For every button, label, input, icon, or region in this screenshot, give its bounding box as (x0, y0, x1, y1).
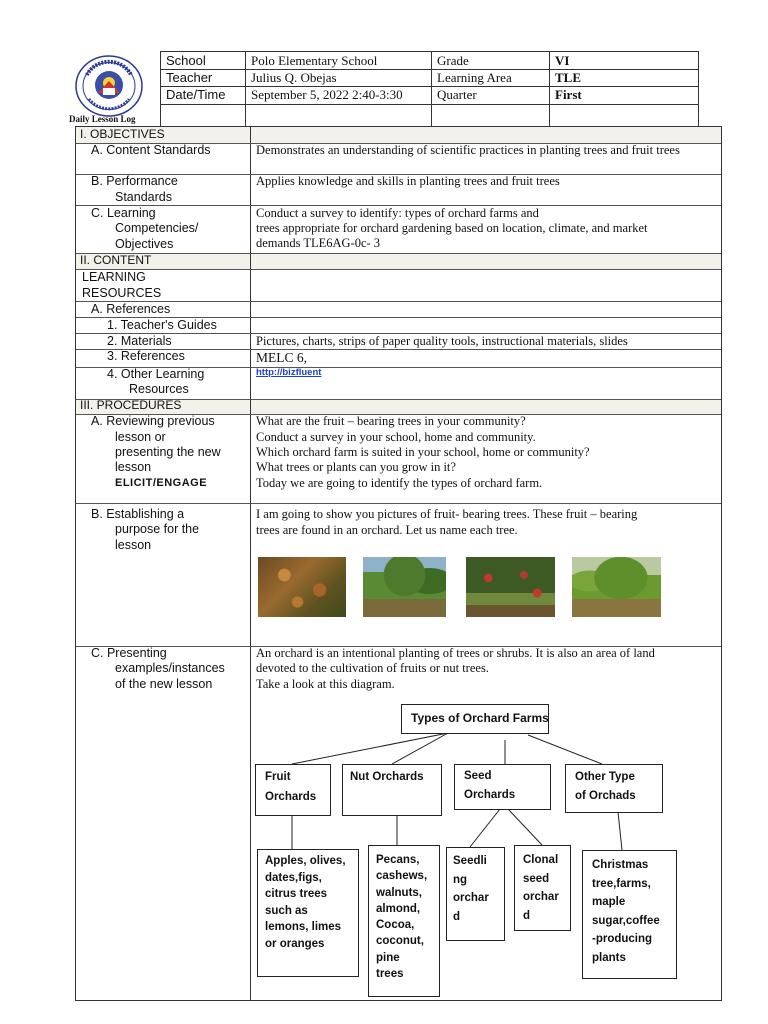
fruit-example-6: or oranges (265, 937, 325, 950)
proc-b-line-2: trees are found in an orchard. Let us name each tree. (256, 523, 518, 537)
proc-a-label-2: lesson or (115, 430, 166, 444)
teachers-guides-label: 1. Teacher's Guides (107, 318, 217, 332)
other-orchards-line-1: Other Type (575, 771, 635, 783)
competencies-label-2: Competencies/ (115, 221, 199, 235)
competencies-label-3: Objectives (115, 237, 174, 251)
learning-area-label: Learning Area (437, 70, 512, 85)
fruit-examples-box (257, 849, 359, 977)
content-standards-text: Demonstrates an understanding of scientific practices in planting trees and fruit trees (256, 143, 680, 157)
clonal-seed-orchard-text (523, 851, 559, 925)
other-examples-box (582, 850, 677, 979)
seedling-line-3: orchar (453, 892, 489, 904)
seed-orchards-line-1: Seed (464, 770, 492, 782)
materials-text: Pictures, charts, strips of paper quality tools, instructional materials, slides (256, 334, 628, 348)
other-example-3: maple (592, 896, 626, 908)
clonal-line-1: Clonal (523, 854, 559, 866)
fruit-example-2: dates,figs, (265, 871, 322, 884)
datetime-label: Date/Time (166, 87, 226, 102)
seed-orchards-box (454, 764, 551, 810)
references-3-label: 3. References (107, 349, 185, 363)
quarter-label: Quarter (437, 87, 477, 102)
proc-c-line-1: An orchard is an intentional planting of trees or shrubs. It is also an area of land (256, 646, 655, 660)
other-example-5: -producing (592, 933, 653, 945)
seed-orchards-line-2: Orchards (464, 789, 516, 801)
references-3-text: MELC 6, (256, 350, 308, 365)
seedling-line-2: ng (453, 873, 468, 886)
diagram-root-box (401, 704, 549, 734)
other-example-1: Christmas (592, 859, 649, 871)
other-orchards-box (565, 764, 663, 813)
materials-label: 2. Materials (107, 334, 172, 348)
fruit-examples-list (265, 853, 346, 952)
daily-lesson-log-title: Daily Lesson Log (69, 114, 136, 124)
nut-example-2: cashews, (376, 870, 428, 883)
fruit-example-3: citrus trees (265, 888, 328, 900)
competencies-label-1: C. Learning (91, 206, 156, 220)
seedling-line-4: d (453, 910, 461, 923)
seedling-orchard-text (453, 852, 489, 926)
nut-example-7: pine (376, 951, 400, 964)
fruit-orchards-line-2: Orchards (265, 791, 317, 803)
nut-example-5: Cocoa, (376, 919, 415, 932)
proc-b-label-2: purpose for the (115, 522, 200, 536)
nut-orchards-label: Nut Orchards (350, 771, 424, 783)
teacher-label: Teacher (166, 70, 213, 85)
nut-example-4: almond, (376, 902, 421, 915)
school-value: Polo Elementary School (251, 53, 378, 68)
diagram-root-label: Types of Orchard Farms (411, 711, 549, 725)
proc-a-label-4: lesson (115, 460, 152, 474)
learning-area-value: TLE (555, 70, 582, 85)
performance-standards-label-2: Standards (115, 190, 172, 204)
nut-examples-list (376, 852, 427, 982)
school-label: School (166, 53, 206, 68)
content-heading: II. CONTENT (80, 253, 152, 267)
proc-a-line-1: What are the fruit – bearing trees in your community? (256, 414, 526, 428)
nut-examples-box (368, 845, 440, 997)
elicit-engage-label: ELICIT/ENGAGE (115, 477, 208, 489)
procedures-heading: III. PROCEDURES (80, 398, 182, 412)
fruit-orchards-line-1: Fruit (265, 771, 291, 783)
clonal-line-3: orchar (523, 891, 559, 903)
proc-b-line-1: I am going to show you pictures of fruit- bearing trees. These fruit – bearing (256, 507, 638, 521)
nut-example-8: trees (376, 968, 404, 981)
clonal-seed-orchard-box (514, 845, 571, 931)
proc-a-label-1: A. Reviewing previous (91, 414, 215, 428)
objectives-heading: I. OBJECTIVES (80, 127, 165, 141)
proc-b-label-3: lesson (115, 538, 152, 552)
nut-example-3: walnuts, (376, 886, 423, 899)
seedling-orchard-box (446, 847, 505, 941)
proc-c-label-1: C. Presenting (91, 646, 167, 660)
proc-a-label-3: presenting the new (115, 445, 221, 459)
proc-a-line-5: Today we are going to identify the types of orchard farm. (256, 476, 543, 490)
nut-example-1: Pecans, (376, 854, 420, 866)
other-example-2: tree,farms, (592, 877, 651, 890)
other-example-4: sugar,coffee (592, 914, 660, 927)
competencies-line-1: Conduct a survey to identify: types of orchard farms and (256, 206, 539, 220)
fruit-example-4: such as (265, 904, 308, 917)
grade-label: Grade (437, 53, 469, 68)
proc-b-label-1: B. Establishing a (91, 507, 185, 521)
fruit-example-5: lemons, limes (265, 921, 342, 933)
learning-resources-label-2: RESOURCES (82, 286, 162, 300)
proc-a-line-4: What trees or plants can you grow in it? (256, 460, 456, 474)
other-example-6: plants (592, 951, 626, 964)
other-learning-label-2: Resources (129, 382, 189, 396)
proc-a-line-3: Which orchard farm is suited in your school, home or community? (256, 445, 590, 459)
clonal-line-4: d (523, 909, 531, 922)
proc-c-label-2: examples/instances (115, 661, 225, 675)
grade-value: VI (555, 53, 570, 68)
proc-c-label-3: of the new lesson (115, 677, 213, 691)
datetime-value: September 5, 2022 2:40-3:30 (251, 87, 403, 102)
performance-standards-label-1: B. Performance (91, 174, 178, 188)
fruit-example-1: Apples, olives, (265, 855, 346, 867)
learning-resources-label-1: LEARNING (82, 270, 146, 284)
competencies-line-2: trees appropriate for orchard gardening based on location, climate, and market (256, 221, 648, 235)
seedling-line-1: Seedli (453, 855, 487, 867)
nut-example-6: coconut, (376, 935, 424, 948)
proc-c-line-3: Take a look at this diagram. (256, 677, 395, 691)
nut-orchards-box (342, 764, 442, 816)
teacher-value: Julius Q. Obejas (251, 70, 337, 85)
references-label: A. References (91, 302, 171, 316)
quarter-value: First (555, 87, 582, 102)
other-examples-list (592, 856, 660, 967)
fruit-orchards-box (255, 764, 331, 816)
clonal-line-2: seed (523, 872, 550, 885)
performance-standards-text: Applies knowledge and skills in planting trees and fruit trees (256, 174, 560, 188)
bizfluent-link[interactable]: http://bizfluent (256, 367, 322, 378)
content-standards-label: A. Content Standards (91, 143, 211, 157)
competencies-line-3: demands TLE6AG-0c- 3 (256, 236, 381, 250)
proc-c-line-2: devoted to the cultivation of fruits or nut trees. (256, 661, 489, 675)
other-learning-label-1: 4. Other Learning (107, 367, 205, 381)
other-orchards-line-2: of Orchads (575, 790, 636, 802)
proc-a-line-2: Conduct a survey in your school, home and community. (256, 430, 536, 444)
